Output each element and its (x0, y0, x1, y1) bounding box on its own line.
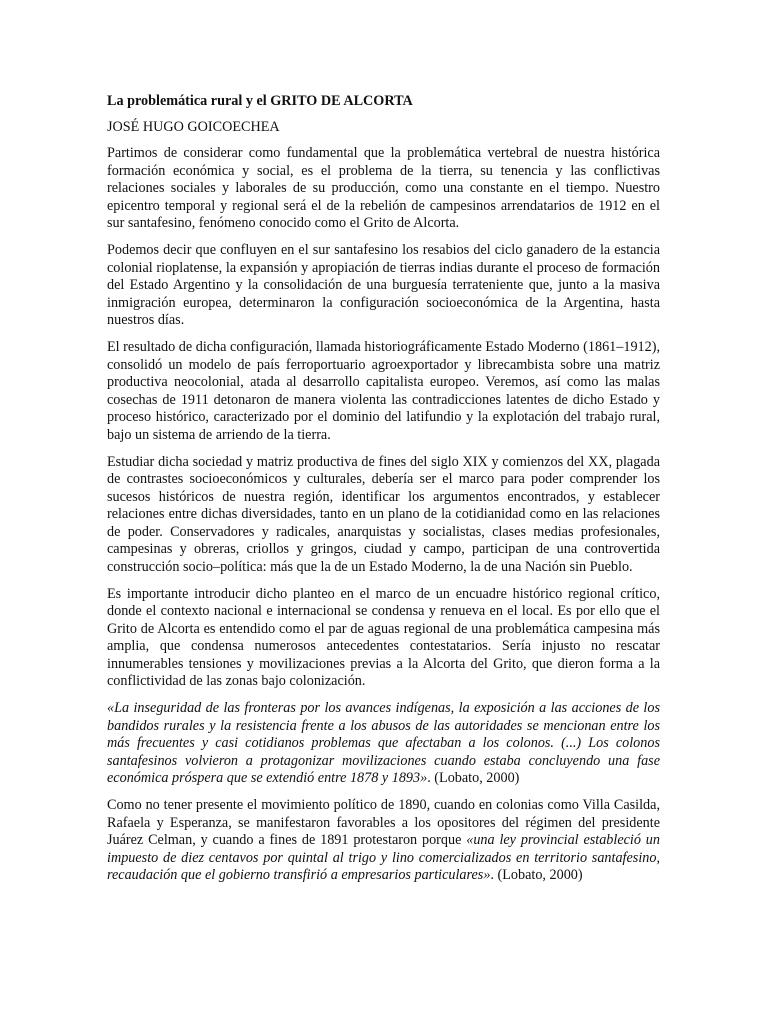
quote-paragraph (107, 700, 660, 788)
paragraph-last (107, 797, 660, 885)
paragraph-last-lead: Como no tener presente el movimiento político de 1890, cuando en colonias como Villa Casilda, Rafaela y Esperanza, se manifestaron favorables a los opositores del régimen del presidente Juárez Celman, y cuando a fines de 1891 protestaron porque (107, 797, 660, 848)
paragraph-3: El resultado de dicha configuración, llamada historiográficamente Estado Moderno (1861–1912), consolidó un modelo de país ferroportuario agroexportador y librecambista sobre una matriz productiva neocolonial, atada al desarrollo capitalista europeo. Veremos, así como las malas cosechas de 1911 detonaron de manera violenta las contradicciones latentes de dicho Estado y proceso histórico, caracterizado por el dominio del latifundio y la explotación del trabajo rural, bajo un sistema de arriendo de la tierra. (107, 339, 660, 443)
paragraph-last-quote: «una ley provincial estableció un impuesto de diez centavos por quintal al trigo y lino comercializados en territorio santafesino, recaudación que el gobierno transfirió a empresarios particulares» (107, 832, 660, 883)
quote-citation: . (Lobato, 2000) (427, 770, 520, 786)
paragraph-1: Partimos de considerar como fundamental que la problemática vertebral de nuestra histórica formación económica y social, es el problema de la tierra, su tenencia y las conflictivas relaciones sociales y laborales de su producción, como una constante en el tiempo. Nuestro epicentro temporal y regional será el de la rebelión de campesinos arrendatarios de 1912 en el sur santafesino, fenómeno conocido como el Grito de Alcorta. (107, 145, 660, 231)
paragraph-4: Estudiar dicha sociedad y matriz productiva de fines del siglo XIX y comienzos del XX, plagada de contrastes socioeconómicos y culturales, debería ser el marco para poder comprender los sucesos históricos de nuestra región, identificar los argumentos encontrados, y establecer relaciones entre dichas diversidades, tanto en un plano de la cotidianidad como en las relaciones de poder. Conservadores y radicales, anarquistas y socialistas, clases medias profesionales, campesinas y obreras, criollos y gringos, ciudad y campo, participan de una controvertida construcción socio–política: más que la de un Estado Moderno, la de una Nación sin Pueblo. (107, 453, 660, 575)
document-author: JOSÉ HUGO GOICOECHEA (107, 119, 280, 135)
paragraph-5: Es importante introducir dicho planteo en el marco de un encuadre histórico regional crítico, donde el contexto nacional e internacional se condensa y renueva en el local. Es por ello que el Grito de Alcorta es entendido como el par de aguas regional de una problemática campesina más amplia, que condensa numerosos antecedentes contestatarios. Sería injusto no rescatar innumerables tensiones y movilizaciones previas a la Alcorta del Grito, que dieron forma a la conflictividad de las zonas bajo colonización. (107, 585, 660, 689)
quote-text: «La inseguridad de las fronteras por los avances indígenas, la exposición a las acciones de los bandidos rurales y la resistencia frente a los abusos de las autoridades se mencionan entre los más frecuentes y casi cotidianos problemas que afectaban a los colonos. (...) Los colonos santafesinos volvieron a protagonizar movilizaciones cuando estaba concluyendo una fase económica próspera que se extendió entre 1878 y 1893» (107, 700, 660, 786)
paragraph-last-citation: . (Lobato, 2000) (490, 867, 583, 883)
paragraph-2: Podemos decir que confluyen en el sur santafesino los resabios del ciclo ganadero de la estancia colonial rioplatense, la expansión y apropiación de tierras indias durante el proceso de formación del Estado Argentino y la consolidación de una burguesía terrateniente que, junto a la masiva inmigración europea, determinaron la configuración socioeconómica de la Argentina, hasta nuestros días. (107, 242, 660, 328)
document-title: La problemática rural y el GRITO DE ALCORTA (107, 93, 413, 109)
